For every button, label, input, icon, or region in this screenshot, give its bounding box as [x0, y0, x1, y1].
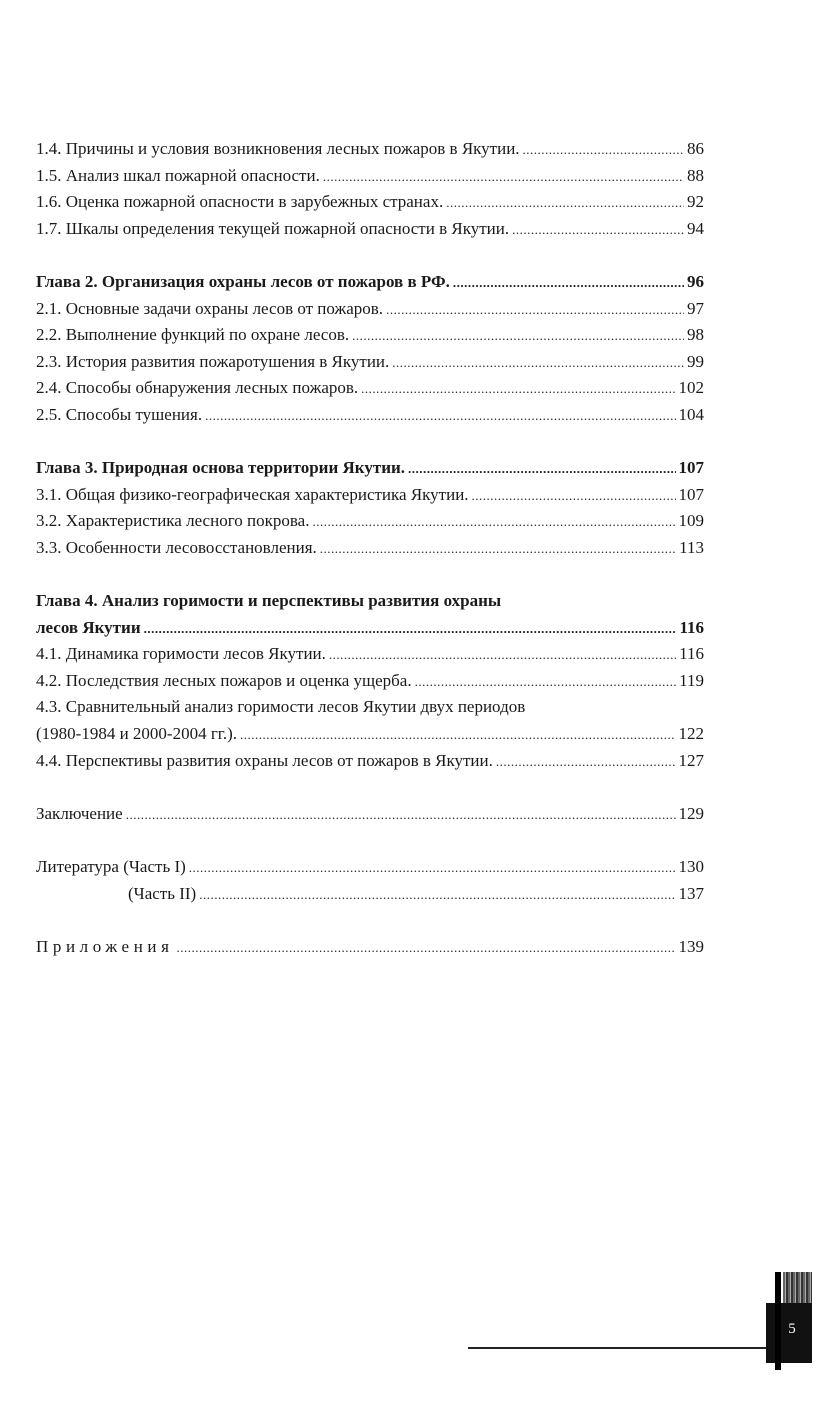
leader-dots: [392, 350, 684, 377]
leader-dots: [496, 749, 676, 776]
footer-rule: [468, 1347, 768, 1349]
toc-entry-page: 113: [679, 537, 704, 557]
leader-dots: [453, 270, 684, 297]
toc-entry-title: (Часть II): [128, 883, 197, 903]
toc-literature-entry: [36, 881, 704, 908]
leader-dots: [329, 642, 676, 669]
toc-chapter-title: Глава 2. Организация охраны лесов от пожаров в РФ.: [36, 271, 450, 291]
toc-chapter-title-line2: лесов Якутии: [36, 617, 141, 637]
toc-entry-title: 4.4. Перспективы развития охраны лесов от пожаров в Якутии.: [36, 750, 493, 770]
toc-entry-title: 1.4. Причины и условия возникновения лесных пожаров в Якутии.: [36, 139, 520, 158]
toc-entry-page: 92: [687, 192, 704, 212]
toc-literature-entry: [36, 854, 704, 881]
table-of-contents: [36, 136, 704, 960]
toc-entry: [36, 136, 704, 163]
toc-entry: [36, 668, 704, 695]
leader-dots: [240, 722, 675, 749]
leader-dots: [408, 456, 675, 483]
toc-entry-title: 3.1. Общая физико-географическая характеристика Якутии.: [36, 484, 469, 504]
toc-entry-title: 3.2. Характеристика лесного покрова.: [36, 511, 310, 531]
toc-chapter-entry: [36, 455, 704, 482]
page-number: 5: [788, 1321, 796, 1337]
toc-entry: [36, 189, 704, 216]
toc-entry-title: Приложения: [36, 936, 174, 956]
toc-chapter-page: 96: [687, 271, 704, 291]
spacer: [36, 827, 704, 854]
toc-entry-page: 97: [687, 298, 704, 318]
toc-chapter-title: Глава 3. Природная основа территории Якутии.: [36, 458, 406, 478]
toc-chapter-title-line1: Глава 4. Анализ горимости и перспективы развития охраны: [36, 591, 502, 611]
toc-entry: [36, 402, 704, 429]
leader-dots: [523, 137, 684, 164]
toc-chapter-page: 107: [678, 458, 704, 478]
toc-entry-page: 116: [679, 644, 704, 664]
toc-entry-title: Литература (Часть I): [36, 857, 186, 877]
toc-entry: [36, 721, 704, 748]
leader-dots: [512, 217, 684, 244]
spacer: [36, 907, 704, 934]
toc-entry-title: 1.5. Анализ шкал пожарной опасности.: [36, 165, 320, 185]
toc-entry-page: 99: [687, 351, 704, 371]
leader-dots: [446, 190, 684, 217]
toc-entry-title: 1.6. Оценка пожарной опасности в зарубежных странах.: [36, 192, 444, 212]
toc-entry-page: 107: [678, 484, 704, 504]
leader-dots: [189, 855, 676, 882]
leader-dots: [415, 669, 677, 696]
toc-entry-title-line1: 4.3. Сравнительный анализ горимости лесов Якутии двух периодов: [36, 697, 526, 717]
toc-entry-title: 4.1. Динамика горимости лесов Якутии.: [36, 644, 326, 664]
toc-entry-page: 94: [687, 218, 704, 238]
leader-dots: [126, 802, 676, 829]
toc-entry-page: 130: [678, 857, 704, 877]
toc-chapter-entry: [36, 615, 704, 642]
leader-dots: [320, 536, 676, 563]
leader-dots: [323, 164, 684, 191]
toc-entry-title: 2.1. Основные задачи охраны лесов от пожаров.: [36, 298, 384, 318]
toc-entry: [36, 482, 704, 509]
toc-entry: [36, 375, 704, 402]
spacer: [36, 774, 704, 801]
leader-dots: [144, 616, 677, 643]
toc-entry-page: 98: [687, 325, 704, 345]
toc-entry-title-line2: (1980-1984 и 2000-2004 гг.).: [36, 724, 238, 744]
leader-dots: [386, 297, 684, 324]
toc-entry-title: 3.3. Особенности лесовосстановления.: [36, 537, 317, 557]
toc-chapter-entry: [36, 269, 704, 296]
page-tab-bar: [775, 1272, 781, 1370]
toc-entry: [36, 296, 704, 323]
toc-entry-page: 129: [678, 803, 704, 823]
leader-dots: [205, 403, 675, 430]
toc-entry: [36, 216, 704, 243]
toc-entry: [36, 535, 704, 562]
toc-entry-page: 88: [687, 165, 704, 185]
toc-entry-page: 86: [687, 139, 704, 158]
leader-dots: [352, 323, 684, 350]
leader-dots: [312, 509, 675, 536]
toc-conclusion-entry: [36, 801, 704, 828]
toc-entry-title: Заключение: [36, 803, 123, 823]
leader-dots: [361, 376, 675, 403]
toc-entry-title: 2.3. История развития пожаротушения в Якутии.: [36, 351, 390, 371]
toc-chapter-page: 116: [679, 617, 704, 637]
leader-dots: [199, 882, 675, 909]
toc-entry-page: 122: [678, 724, 704, 744]
toc-entry-page: 119: [679, 670, 704, 690]
toc-entry-page: 127: [678, 750, 704, 770]
toc-entry-title: 1.7. Шкалы определения текущей пожарной опасности в Якутии.: [36, 218, 510, 238]
toc-entry-page: 109: [678, 511, 704, 531]
leader-dots: [472, 483, 676, 510]
toc-entry: [36, 748, 704, 775]
toc-entry-title: 2.5. Способы тушения.: [36, 404, 203, 424]
leader-dots: [177, 935, 676, 962]
toc-entry-page: 139: [678, 936, 704, 956]
toc-entry-page: 137: [678, 883, 704, 903]
spacer: [36, 242, 704, 269]
spacer: [36, 562, 704, 589]
toc-entry-title: 2.2. Выполнение функций по охране лесов.: [36, 325, 350, 345]
toc-entry-page: 102: [678, 378, 704, 398]
toc-entry-title: 2.4. Способы обнаружения лесных пожаров.: [36, 378, 359, 398]
toc-entry: [36, 641, 704, 668]
toc-entry: [36, 508, 704, 535]
toc-appendix-entry: [36, 934, 704, 961]
toc-entry: [36, 349, 704, 376]
toc-entry: [36, 163, 704, 190]
toc-entry-page: 104: [678, 404, 704, 424]
toc-entry: [36, 322, 704, 349]
spacer: [36, 429, 704, 456]
toc-entry-title: 4.2. Последствия лесных пожаров и оценка ущерба.: [36, 670, 412, 690]
